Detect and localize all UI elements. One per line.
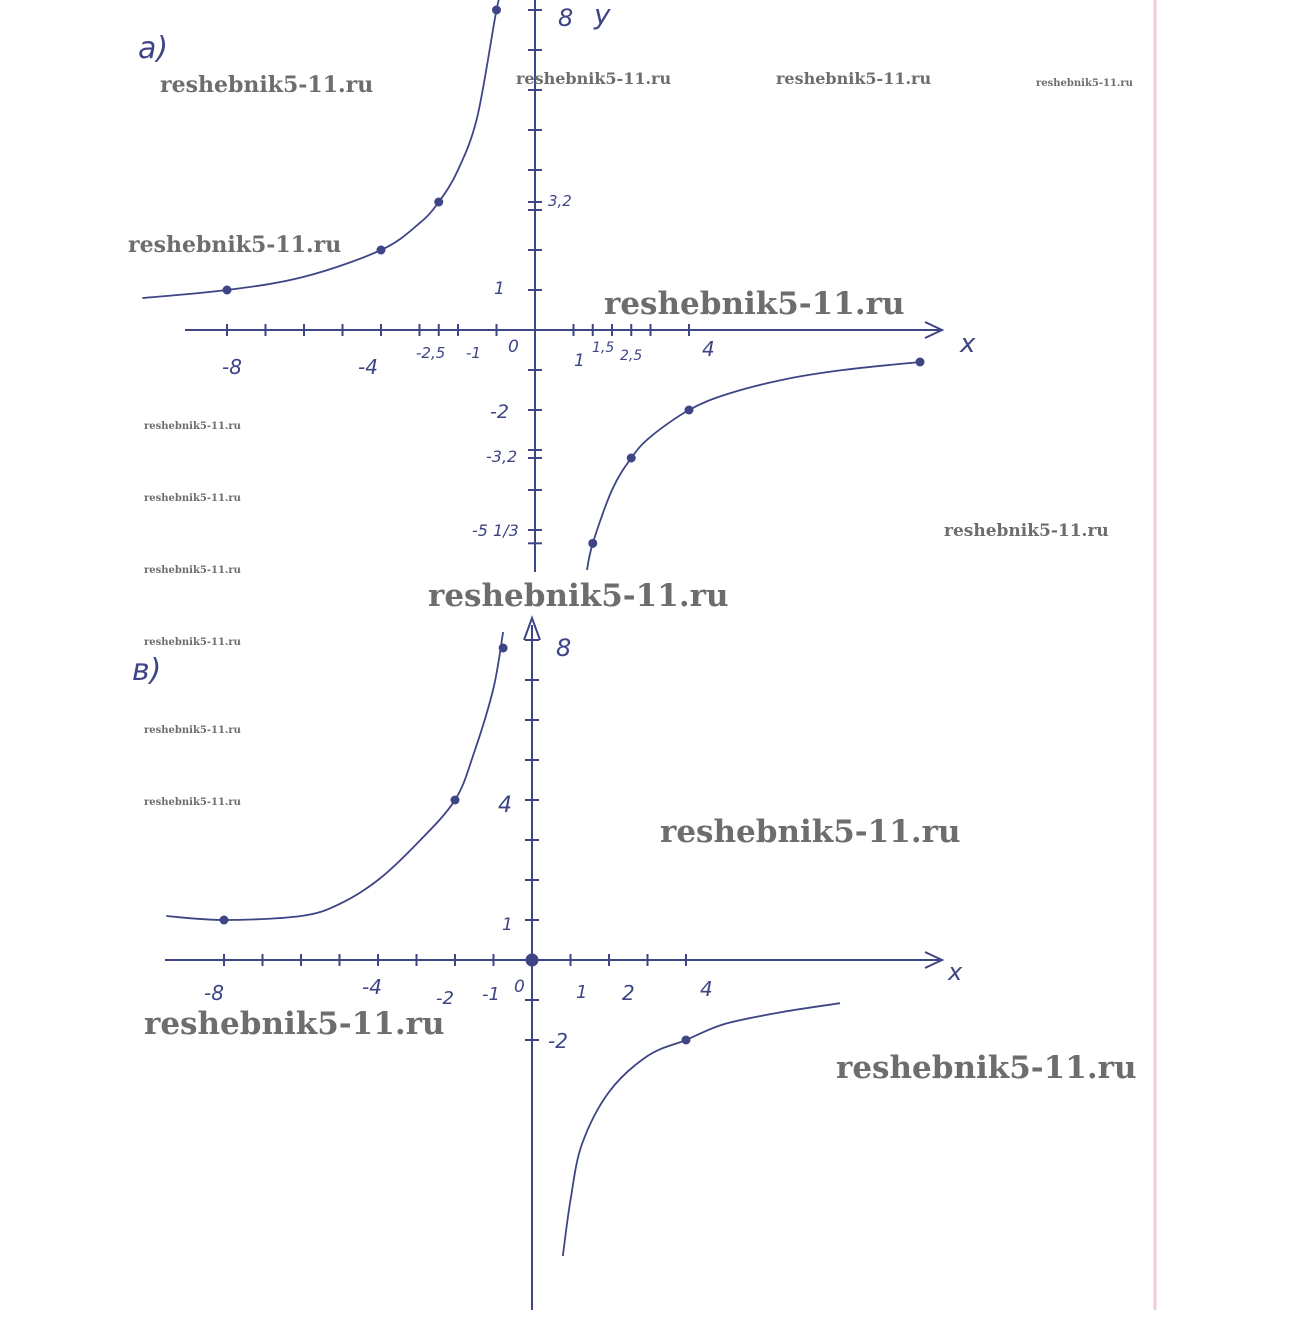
y-tick-label: -3,2 bbox=[486, 447, 518, 466]
data-point bbox=[682, 1036, 691, 1045]
hyperbola-left-branch-b bbox=[166, 632, 503, 920]
data-point bbox=[451, 796, 460, 805]
watermark: reshebnik5-11.ru bbox=[144, 1006, 445, 1042]
x-tick-label: 4 bbox=[700, 977, 713, 1001]
watermark: reshebnik5-11.ru bbox=[144, 565, 241, 576]
data-point bbox=[685, 406, 694, 415]
watermark: reshebnik5-11.ru bbox=[144, 493, 241, 504]
watermark: reshebnik5-11.ru bbox=[776, 69, 932, 88]
x-tick-label: -1 bbox=[466, 344, 481, 362]
x-tick-label: -4 bbox=[358, 355, 378, 379]
x-tick-label: 1,5 bbox=[592, 340, 615, 356]
watermark: reshebnik5-11.ru bbox=[160, 72, 374, 98]
y-tick-label: -2 bbox=[548, 1029, 568, 1053]
data-point bbox=[220, 916, 229, 925]
x-tick-label: 4 bbox=[702, 337, 715, 361]
x-tick-label: -2,5 bbox=[416, 344, 446, 362]
x-tick-label: 1 bbox=[574, 351, 585, 371]
data-point bbox=[434, 198, 443, 207]
y-tick-label: 1 bbox=[494, 279, 505, 299]
hyperbola-right-branch-b bbox=[563, 1003, 840, 1256]
data-point bbox=[223, 286, 232, 295]
x-tick-label: 0 bbox=[514, 977, 525, 997]
x-axis-label-a: x bbox=[960, 329, 976, 359]
y-tick-label: 8 bbox=[556, 634, 572, 662]
y-tick-label: -5 1/3 bbox=[472, 521, 519, 540]
data-point bbox=[588, 539, 597, 548]
watermark: reshebnik5-11.ru bbox=[836, 1050, 1137, 1086]
x-axis-label-b: x bbox=[948, 958, 963, 986]
data-point bbox=[499, 644, 508, 653]
watermark: reshebnik5-11.ru bbox=[144, 797, 241, 808]
watermark: reshebnik5-11.ru bbox=[604, 286, 905, 322]
y-tick-label: 4 bbox=[498, 793, 512, 818]
watermark: reshebnik5-11.ru bbox=[144, 637, 241, 648]
y-tick-label: 8 bbox=[558, 4, 574, 32]
panel-label-a: а) bbox=[138, 31, 169, 66]
watermark: reshebnik5-11.ru bbox=[128, 232, 342, 258]
data-point bbox=[627, 454, 636, 463]
x-tick-label: 2 bbox=[622, 981, 635, 1005]
x-tick-label: -1 bbox=[482, 984, 500, 1005]
watermarks bbox=[128, 69, 1136, 1086]
watermark: reshebnik5-11.ru bbox=[660, 814, 961, 850]
x-tick-label: -8 bbox=[204, 981, 224, 1005]
graph-b bbox=[132, 618, 963, 1310]
watermark: reshebnik5-11.ru bbox=[144, 725, 241, 736]
data-point bbox=[492, 6, 501, 15]
data-point bbox=[377, 246, 386, 255]
watermark: reshebnik5-11.ru bbox=[944, 521, 1109, 541]
y-tick-label: -2 bbox=[490, 401, 509, 423]
watermark: reshebnik5-11.ru bbox=[144, 421, 241, 432]
watermark: reshebnik5-11.ru bbox=[1036, 78, 1133, 89]
watermark: reshebnik5-11.ru bbox=[428, 578, 729, 614]
watermark: reshebnik5-11.ru bbox=[516, 69, 672, 88]
x-tick-label: 0 bbox=[508, 337, 519, 357]
y-tick-label: 1 bbox=[502, 915, 513, 935]
panel-label-b: в) bbox=[132, 653, 162, 688]
y-tick-label: 3,2 bbox=[548, 192, 572, 210]
x-tick-label: -4 bbox=[362, 975, 382, 999]
x-tick-label: -2 bbox=[436, 988, 454, 1009]
x-tick-label: 1 bbox=[576, 982, 588, 1003]
x-tick-label: -8 bbox=[222, 355, 242, 379]
y-axis-label-a: y bbox=[594, 0, 611, 31]
data-point bbox=[916, 358, 925, 367]
origin-point bbox=[526, 954, 539, 967]
x-tick-label: 2,5 bbox=[620, 348, 643, 364]
hyperbola-right-branch-a bbox=[587, 362, 920, 570]
